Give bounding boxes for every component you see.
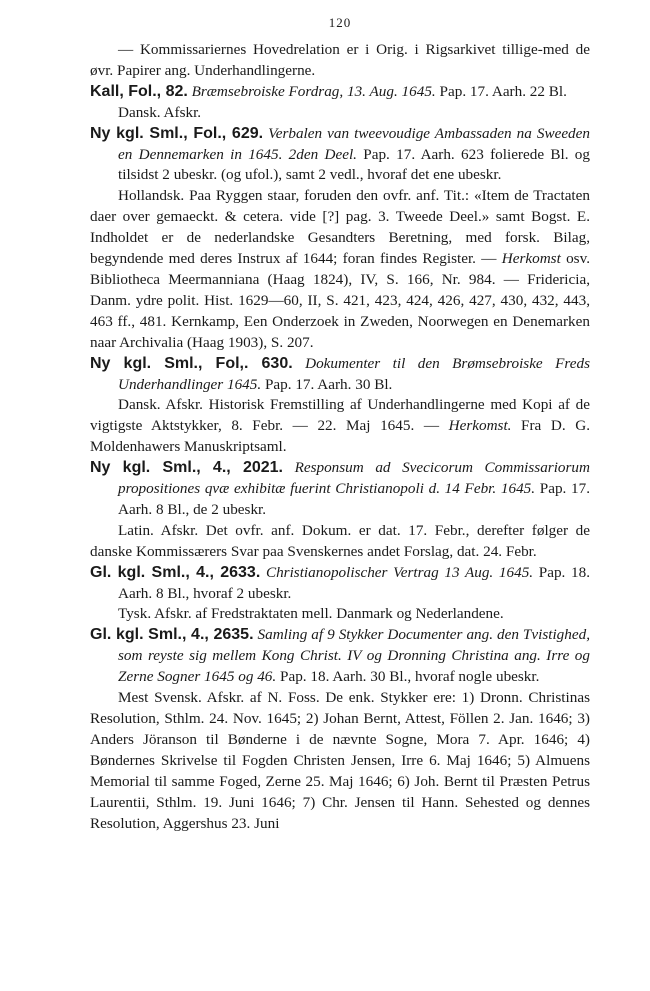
entry-text: Fra D. G. Moldenhawers Manuskriptsaml. — [90, 417, 590, 456]
entry-text: Pap. 17. Aarh. 22 Bl. — [435, 82, 567, 100]
italic-title: Responsum ad Svecicorum Commissariorum propositiones qvæ exhibitæ fuerint Christianopoli d. 14 Febr. 1645. — [118, 459, 590, 498]
catalogue-entry-heading — [90, 124, 590, 187]
catalogue-entry-heading — [90, 82, 590, 103]
entry-text: — Kommissariernes Hovedrelation er i Orig. i Rigsarkivet tillige-med de øvr. Papirer ang. Underhandlingerne. — [90, 41, 590, 79]
shelfmark: Ny kgl. Sml., 4., 2021. — [90, 459, 283, 477]
shelfmark: Kall, Fol., 82. — [90, 82, 188, 100]
shelfmark: Gl. kgl. Sml., 4., 2633. — [90, 563, 261, 581]
italic-title: Samling af 9 Stykker Documenter ang. den Tvistighed, som reyste sig mellem Kong Christ. IV og Dronning Christina ang. Irre og Zerne Sogner 1645 og 46. — [118, 626, 591, 686]
catalogue-entry-heading — [90, 625, 590, 688]
entry-text: Pap. 17. Aarh. 8 Bl., de 2 ubeskr. — [118, 480, 591, 518]
entry-text: Pap. 18. Aarh. 30 Bl., hvoraf nogle ubeskr. — [276, 668, 540, 686]
entry-text: Pap. 17. Aarh. 623 folierede Bl. og tilsidst 2 ubeskr. (og ufol.), samt 2 vedl., hvoraf det ene ubeskr. — [118, 145, 590, 184]
catalogue-entry-body — [90, 604, 590, 625]
entry-text: Hollandsk. Paa Ryggen staar, foruden den ovfr. anf. Tit.: «Item de Tractaten daer over gemaeckt. & cetera. vide [?] pag. 3. Tweede Deel.» samt Bogst. E. Indholdet er de nederlandske Gesandters Beretning, med forsk. Bilag, begyndende med deres Instrux af 1644; foran findes Register. — — [90, 187, 590, 268]
entry-text: Dansk. Afskr. — [118, 103, 202, 121]
entry-text: Pap. 17. Aarh. 30 Bl. — [261, 375, 393, 393]
italic-title: Dokumenter til den Brømsebroiske Freds Underhandlinger 1645. — [118, 354, 590, 393]
italic-title: Verbalen van tweevoudige Ambassaden na Sweeden en Dennemarken in 1645. 2den Deel. — [118, 124, 590, 163]
catalogue-entry-body — [90, 40, 590, 82]
entry-text — [293, 355, 305, 372]
italic-title: Christianopolischer Vertrag 13 Aug. 1645. — [265, 563, 534, 581]
italic-title: Herkomst — [501, 250, 561, 268]
catalogue-text — [90, 40, 590, 834]
italic-title: Herkomst. — [448, 417, 512, 435]
shelfmark: Ny kgl. Sml., Fol,. 630. — [90, 354, 293, 372]
entry-text: Pap. 18. Aarh. 8 Bl., hvoraf 2 ubeskr. — [118, 563, 590, 602]
catalogue-entry-body — [90, 186, 590, 353]
entry-text: Latin. Afskr. Det ovfr. anf. Dokum. er dat. 17. Febr., derefter følger de danske Kommissærers Svar paa Svenskernes andet Forslag, dat. 24. Febr. — [90, 521, 590, 560]
catalogue-entry-body — [90, 103, 590, 124]
shelfmark: Gl. kgl. Sml., 4., 2635. — [90, 626, 254, 644]
italic-title: Bræmsebroiske Fordrag, 13. Aug. 1645. — [191, 82, 436, 100]
catalogue-entry-heading — [90, 563, 590, 605]
catalogue-entry-body — [90, 395, 590, 458]
shelfmark: Ny kgl. Sml., Fol., 629. — [90, 124, 264, 142]
book-page — [90, 14, 590, 834]
entry-text: Dansk. Afskr. Historisk Fremstilling af Underhandlingerne med Kopi af de vigtigste Aktstykker, 8. Febr. — 22. Maj 1645. — — [90, 396, 590, 435]
catalogue-entry-body — [90, 688, 590, 834]
page-number: 120 — [328, 15, 352, 30]
catalogue-entry-heading — [90, 354, 590, 396]
entry-text: Mest Svensk. Afskr. af N. Foss. De enk. Stykker ere: 1) Dronn. Christinas Resolution, Sthlm. 24. Nov. 1645; 2) Johan Bernt, Attest, Föllen 2. Jan. 1646; 3) Anders Jöranson til Bønderne i de nævnte Sogne, Mora 7. Apr. 1646; 4) Bøndernes Skrivelse til Fogden Christen Jensen, Irre 6. Maj 1646; 5) Almuens Memorial til samme Foged, Zerne 25. Maj 1646; 6) Joh. Bernt til Præsten Petrus Laurentii, Sthlm. 19. Juni 1646; 7) Chr. Jensen til Hann. Sehested og dennes Resolution, Aggershus 23. Juni — [90, 689, 590, 832]
catalogue-entry-heading — [90, 458, 590, 521]
entry-text: osv. Bibliotheca Meermanniana (Haag 1824), IV, S. 166, Nr. 984. — Fridericia, Danm. ydre polit. Hist. 1629—60, II, S. 421, 423, 424, 426, 427, 430, 432, 443, 463 ff., 481. Kernkamp, Een Onderzoek in Zweden, Noorwegen en Denemarken naar Archivalia (Haag 1903), S. 207. — [90, 250, 590, 351]
entry-text: Tysk. Afskr. af Fredstraktaten mell. Danmark og Nederlandene. — [118, 605, 504, 623]
catalogue-entry-body — [90, 521, 590, 563]
entry-text — [283, 459, 295, 476]
